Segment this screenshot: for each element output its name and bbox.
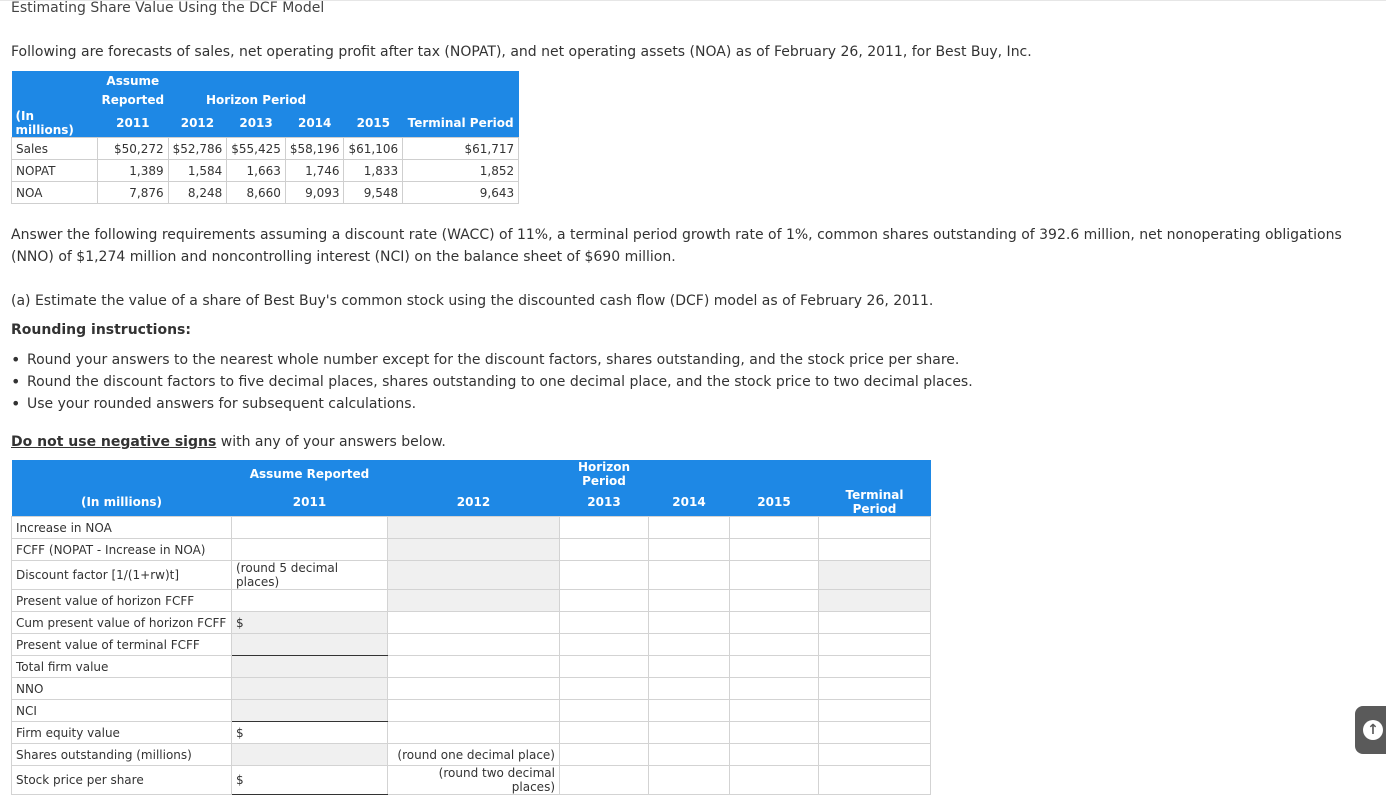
answer-input-cell[interactable] <box>730 766 819 795</box>
answer-input-cell[interactable] <box>560 634 649 656</box>
hdr-horizon-period: Horizon Period <box>560 460 649 488</box>
shares-note: (round one decimal place) <box>388 744 560 766</box>
part-a-text: (a) Estimate the value of a share of Best Buy's common stock using the discounted cash flow (DCF) model as of February 26, 2011. <box>11 293 934 309</box>
answer-input-cell[interactable] <box>560 539 649 561</box>
row-label: NNO <box>12 678 232 700</box>
answer-input-cell[interactable] <box>819 722 931 744</box>
row-label: Firm equity value <box>12 722 232 744</box>
cell: 1,746 <box>285 160 344 182</box>
table-row <box>12 517 931 539</box>
answer-input-cell[interactable] <box>232 539 388 561</box>
answer-input-cell[interactable] <box>730 517 819 539</box>
answer-input-cell[interactable] <box>232 634 388 656</box>
answer-input-cell[interactable] <box>232 656 388 678</box>
row-label: Present value of horizon FCFF <box>12 590 232 612</box>
cell: $61,717 <box>403 138 519 160</box>
answer-input-cell[interactable] <box>388 678 560 700</box>
hdr-horizon-period: Horizon Period <box>168 90 344 109</box>
negative-sign-rest: with any of your answers below. <box>216 434 446 450</box>
answer-input-cell[interactable] <box>388 656 560 678</box>
row-label: Shares outstanding (millions) <box>12 744 232 766</box>
hdr-units: (In millions) <box>12 488 232 517</box>
answer-input-cell[interactable] <box>560 561 649 590</box>
scroll-to-top-button[interactable] <box>1355 706 1386 754</box>
row-label: NCI <box>12 700 232 722</box>
table-row <box>12 182 519 204</box>
answer-input-cell[interactable] <box>232 517 388 539</box>
disabled-cell <box>388 590 560 612</box>
answer-input-cell[interactable] <box>730 612 819 634</box>
table-row <box>12 590 931 612</box>
negative-sign-note <box>11 431 446 453</box>
hdr-year: 2015 <box>730 488 819 517</box>
dollar-input-cell[interactable] <box>232 722 388 744</box>
answer-input-cell[interactable] <box>819 612 931 634</box>
answer-input-cell[interactable] <box>388 634 560 656</box>
answer-input-cell[interactable] <box>730 561 819 590</box>
cell: $55,425 <box>227 138 286 160</box>
hdr-year: 2014 <box>285 109 344 138</box>
row-label: NOA <box>12 182 98 204</box>
answer-input-cell[interactable] <box>649 722 730 744</box>
cell: 1,852 <box>403 160 519 182</box>
cell: 9,643 <box>403 182 519 204</box>
table-row <box>12 160 519 182</box>
cell: 8,660 <box>227 182 286 204</box>
hdr-year: 2011 <box>98 109 169 138</box>
disabled-cell <box>388 561 560 590</box>
answer-input-cell[interactable] <box>730 744 819 766</box>
disabled-cell <box>819 561 931 590</box>
answer-input-cell[interactable] <box>649 612 730 634</box>
dollar-input-cell[interactable] <box>232 612 388 634</box>
price-note: (round two decimal places) <box>388 766 560 795</box>
answer-input-cell[interactable] <box>560 700 649 722</box>
row-label: Present value of terminal FCFF <box>12 634 232 656</box>
answer-input-cell[interactable] <box>819 634 931 656</box>
disabled-cell <box>819 590 931 612</box>
negative-sign-emphasis: Do not use negative signs <box>11 434 217 450</box>
cell: 1,833 <box>344 160 403 182</box>
answer-input-cell[interactable] <box>560 590 649 612</box>
cell: 1,584 <box>168 160 227 182</box>
cell: $61,106 <box>344 138 403 160</box>
table-row <box>12 744 931 766</box>
answer-input-cell[interactable] <box>819 539 931 561</box>
answer-input-cell[interactable] <box>560 766 649 795</box>
table-row <box>12 138 519 160</box>
answer-input-cell[interactable] <box>649 539 730 561</box>
hdr-year: 2013 <box>227 109 286 138</box>
answer-input-cell[interactable] <box>819 766 931 795</box>
answer-input-cell[interactable] <box>560 517 649 539</box>
answer-input-cell[interactable] <box>649 634 730 656</box>
cell: 9,093 <box>285 182 344 204</box>
table-row <box>12 634 931 656</box>
dollar-sign: $ <box>236 773 244 787</box>
table-row <box>12 612 931 634</box>
answer-input-cell[interactable] <box>232 590 388 612</box>
hdr-terminal: Terminal Period <box>819 488 931 517</box>
row-label: NOPAT <box>12 160 98 182</box>
forecast-table <box>11 71 519 204</box>
answer-input-cell[interactable] <box>560 722 649 744</box>
answer-input-cell[interactable] <box>730 722 819 744</box>
answer-input-cell[interactable] <box>819 517 931 539</box>
hdr-year: 2013 <box>560 488 649 517</box>
answer-input-cell[interactable] <box>560 678 649 700</box>
answer-input-cell[interactable] <box>819 744 931 766</box>
page-title: Estimating Share Value Using the DCF Model <box>11 0 325 16</box>
answer-input-cell[interactable] <box>388 612 560 634</box>
answer-input-cell[interactable] <box>649 656 730 678</box>
cell: $50,272 <box>98 138 169 160</box>
answer-input-cell[interactable] <box>232 700 388 722</box>
answer-input-cell[interactable] <box>649 590 730 612</box>
answer-input-cell[interactable] <box>819 700 931 722</box>
answer-input-cell[interactable] <box>649 744 730 766</box>
list-item: • Round the discount factors to five decimal places, shares outstanding to one decimal place, and the stock price to two decimal places. <box>11 371 973 393</box>
row-label: Sales <box>12 138 98 160</box>
answer-table <box>11 460 931 795</box>
table-row <box>12 656 931 678</box>
hdr-year: 2012 <box>388 488 560 517</box>
answer-input-cell[interactable] <box>560 612 649 634</box>
hdr-units: (In millions) <box>12 109 98 138</box>
table-row <box>12 539 931 561</box>
dollar-sign: $ <box>236 615 244 630</box>
answer-input-cell[interactable] <box>730 656 819 678</box>
hdr-reported: Reported <box>98 90 169 109</box>
hdr-year: 2014 <box>649 488 730 517</box>
answer-input-cell[interactable] <box>730 700 819 722</box>
dollar-sign: $ <box>236 725 244 740</box>
answer-input-cell[interactable] <box>649 766 730 795</box>
disabled-cell <box>388 539 560 561</box>
row-label: Increase in NOA <box>12 517 232 539</box>
intro-text: Following are forecasts of sales, net operating profit after tax (NOPAT), and net operating assets (NOA) as of February 26, 2011, for Best Buy, Inc. <box>11 44 1032 60</box>
answer-input-cell[interactable] <box>819 678 931 700</box>
row-label: Cum present value of horizon FCFF <box>12 612 232 634</box>
answer-input-cell[interactable] <box>649 517 730 539</box>
arrow-up-icon: ↑ <box>1363 720 1383 740</box>
row-label: Discount factor [1/(1+rw)t] <box>12 561 232 590</box>
hdr-year: 2015 <box>344 109 403 138</box>
answer-input-cell[interactable] <box>730 634 819 656</box>
disabled-cell <box>388 517 560 539</box>
cell: 1,663 <box>227 160 286 182</box>
hdr-assume: Assume <box>98 71 169 90</box>
cell: 9,548 <box>344 182 403 204</box>
cell: 8,248 <box>168 182 227 204</box>
requirements-text: Answer the following requirements assuming a discount rate (WACC) of 11%, a terminal period growth rate of 1%, common shares outstanding of 392.6 million, net nonoperating obligations (NNO) of $1,274 million and noncontrolling interest (NCI) on the balance sheet of $690 million. <box>11 227 1342 265</box>
answer-input-cell[interactable] <box>232 678 388 700</box>
row-label: Total firm value <box>12 656 232 678</box>
discount-note: (round 5 decimal places) <box>232 561 388 590</box>
answer-input-cell[interactable] <box>560 656 649 678</box>
answer-input-cell[interactable] <box>730 539 819 561</box>
answer-input-cell[interactable] <box>819 656 931 678</box>
row-label: Stock price per share <box>12 766 232 795</box>
answer-input-cell[interactable] <box>649 561 730 590</box>
dollar-input-cell[interactable] <box>232 766 388 795</box>
table-row <box>12 561 931 590</box>
table-row <box>12 722 931 744</box>
rounding-list <box>11 349 973 415</box>
rounding-heading: Rounding instructions: <box>11 322 191 338</box>
answer-input-cell[interactable] <box>232 744 388 766</box>
answer-input-cell[interactable] <box>730 678 819 700</box>
hdr-assume-reported: Assume Reported <box>232 460 388 488</box>
answer-input-cell[interactable] <box>388 722 560 744</box>
table-row <box>12 700 931 722</box>
list-item: • Round your answers to the nearest whole number except for the discount factors, shares outstanding, and the stock price per share. <box>11 349 973 371</box>
answer-input-cell[interactable] <box>730 590 819 612</box>
hdr-terminal: Terminal Period <box>403 109 519 138</box>
hdr-year: 2012 <box>168 109 227 138</box>
hdr-year: 2011 <box>232 488 388 517</box>
row-label: FCFF (NOPAT - Increase in NOA) <box>12 539 232 561</box>
answer-input-cell[interactable] <box>388 700 560 722</box>
answer-input-cell[interactable] <box>649 700 730 722</box>
cell: 1,389 <box>98 160 169 182</box>
table-row <box>12 678 931 700</box>
cell: $52,786 <box>168 138 227 160</box>
cell: 7,876 <box>98 182 169 204</box>
list-item: • Use your rounded answers for subsequent calculations. <box>11 393 973 415</box>
cell: $58,196 <box>285 138 344 160</box>
table-row <box>12 766 931 795</box>
answer-input-cell[interactable] <box>649 678 730 700</box>
answer-input-cell[interactable] <box>560 744 649 766</box>
